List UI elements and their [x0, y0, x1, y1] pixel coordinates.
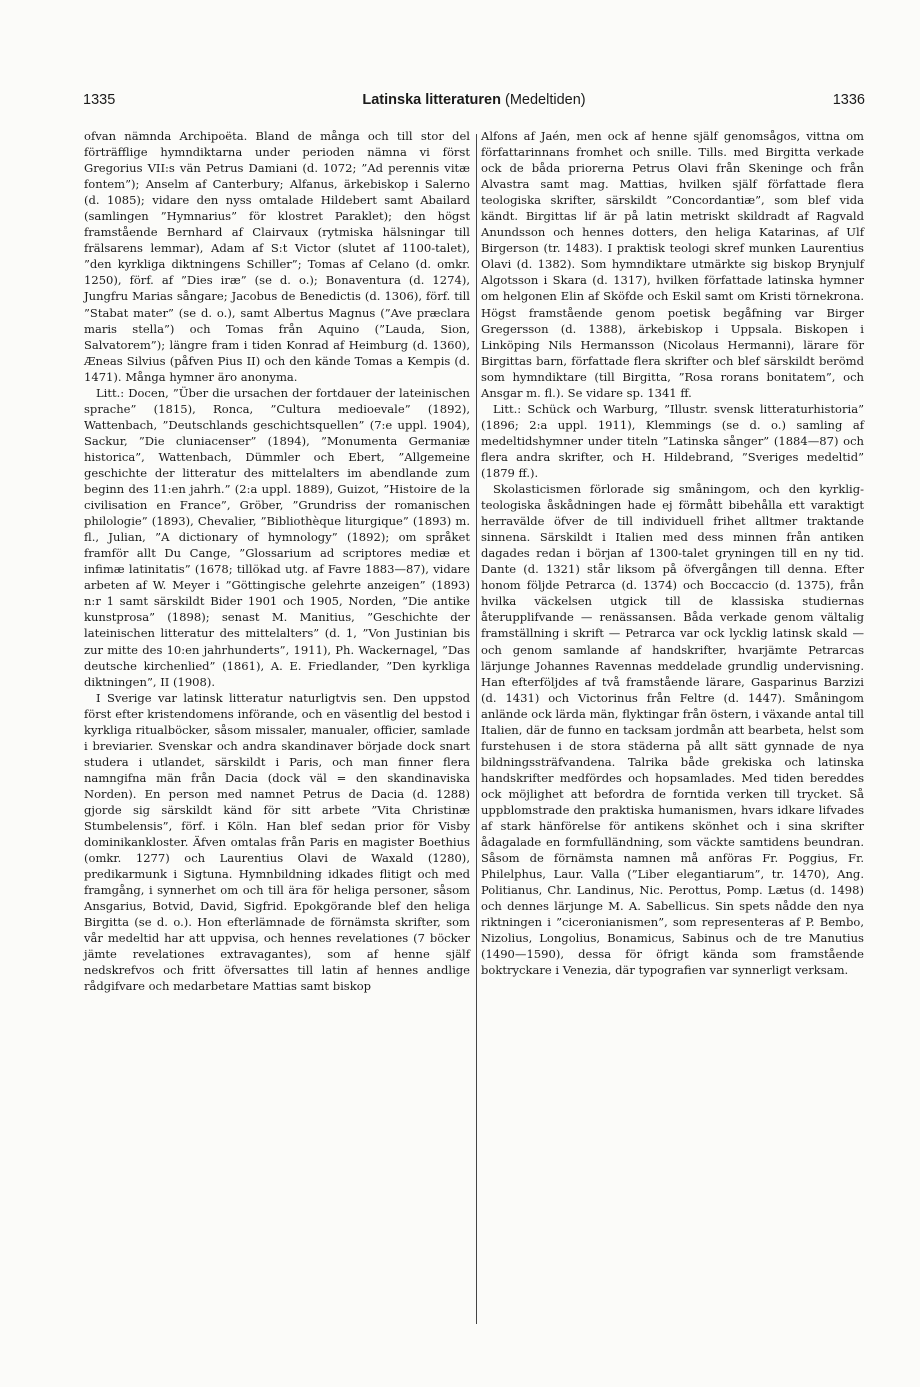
- right-page-number: 1336: [832, 92, 865, 108]
- page-title-main: Latinska litteraturen: [362, 92, 501, 108]
- paragraph-birgitta-circle: Alfons af Jaén, men ock af henne själf genomsågos, vittna om författarinnans fromhet och snille. Tills. med Birgitta verkade ock de båda priorerna Petrus Olavi från Skeninge och från Alvastra samt mag. Mattias, hvilken själf författade flera teologiska skrifter, särskildt ”Concordantiæ”, som blef vida kändt. Birgittas lif är på latin metriskt skildradt af Ragvald Anundsson och hennes dotters, den heliga Katarinas, af Ulf Birgerson (tr. 1483). I praktisk teologi skref munken Laurentius Olavi (d. 1382). Som hymndiktare utmärkte sig biskop Brynjulf Algotsson i Skara (d. 1317), hvilken författade latinska hymner om helgonen Elin af Sköfde och Eskil samt om Kristi törnekrona. Högst framstående genom poetisk begåfning var Birger Gregersson (d. 1388), ärkebiskop i Uppsala. Biskopen i Linköping Nils Hermansson (Nicolaus Hermanni), lärare för Birgittas barn, författade flera skrifter och blef särskildt berömd som hymndiktare (till Birgitta, ”Rosa rorans bonitatem”, och Ansgar m. fl.). Se vidare sp. 1341 ff.: [481, 129, 864, 400]
- left-text-column: [84, 128, 470, 995]
- right-text-column: [481, 128, 864, 978]
- paragraph-literature-references: Litt.: Docen, ”Über die ursachen der fortdauer der lateinischen sprache” (1815), Ronca, ”Cultura medioevale” (1892), Wattenbach, ”Deutschlands geschichtsquellen” (7:e uppl. 1904), Sackur, ”Die cluniacenser” (1894), ”Monumenta Germaniæ historica”, Wattenbach, Dümmler och Ebert, ”Allgemeine geschichte der litteratur des mittelalters im abendlande zum beginn des 11:en jahrh.” (2:a uppl. 1889), Guizot, ”Histoire de la civilisation en France”, Gröber, ”Grundriss der romanischen philologie” (1893), Chevalier, ”Bibliothèque liturgique” (1893) m. fl., Julian, ”A dictionary of hymnology” (1892); om språket framför allt Du Cange, ”Glossarium ad scriptores mediæ et infimæ latinitatis” (1678; tillökad utg. af Favre 1883—87), vidare arbeten af W. Meyer i ”Göttingische gelehrte anzeigen” (1893) n:r 1 samt särskildt Bider 1901 och 1905, Norden, ”Die antike kunstprosa” (1898); senast M. Manitius, ”Geschichte der lateinischen litteratur des mittelalters” (d. 1, ”Von Justinian bis zur mitte des 10:en jahrhunderts”, 1911), Ph. Wackernagel, ”Das deutsche kirchenlied” (1861), A. E. Friedlander, ”Den kyrkliga diktningen”, II (1908).: [84, 385, 470, 689]
- column-divider: [476, 134, 477, 1324]
- running-header: [83, 92, 865, 116]
- paragraph-swedish-literature-references: Litt.: Schück och Warburg, ”Illustr. svensk litteraturhistoria” (1896; 2:a uppl. 1911), Klemmings (se d. o.) samling af medeltidshymner under titeln ”Latinska sånger” (1884—87) och flera andra skrifter, och H. Hildebrand, ”Sveriges medeltid” (1879 ff.).: [481, 401, 864, 480]
- page-title-subtitle: (Medeltiden): [505, 92, 586, 108]
- page-title: [362, 92, 585, 108]
- left-page-number: 1335: [83, 92, 116, 108]
- paragraph-renaissance: Skolasticismen förlorade sig småningom, och den kyrklig-teologiska åskådningen hade ej förmått bibehålla ett varaktigt herravälde öfver de till individuell frihet alltmer traktande sinnena. Särskildt i Italien med dess minnen från antiken dagades redan i början af 1300-talet gryningen till en ny tid. Dante (d. 1321) står liksom på öfvergången till denna. Efter honom följde Petrarca (d. 1374) och Boccaccio (d. 1375), från hvilka väckelsen utgick till de klassiska studiernas återupplifvande — renässansen. Båda verkade genom vältalig framställning i skrift — Petrarca var ock lycklig latinsk skald — och genom samlande af handskrifter, hvarjämte Petrarcas lärjunge Johannes Ravennas meddelade grundlig undervisning. Han efterföljdes af två framstående lärare, Gasparinus Barzizi (d. 1431) och Victorinus från Feltre (d. 1447). Småningom anlände ock lärda män, flyktingar från östern, i växande antal till Italien, där de funno en tacksam jordmån att bearbeta, helst som furstehusen i de stora städerna på allt sätt gynnade de nya bildningssträfvandena. Talrika både grekiska och latinska handskrifter medfördes och hopsamlades. Med tiden bereddes ock möjlighet att befordra de forntida verken till trycket. Så uppblomstrade den praktiska humanismen, hvars idkare lifvades af stark hänförelse för antikens skönhet och i sina skrifter ådagalade en formfulländning, som väckte samtidens beundran. Såsom de förnämsta namnen må anföras Fr. Poggius, Fr. Philelphus, Laur. Valla (”Liber elegantiarum”, tr. 1470), Ang. Politianus, Chr. Landinus, Nic. Perottus, Pomp. Lætus (d. 1498) och dennes lärjunge M. A. Sabellicus. Sin spets nådde den nya riktningen i ”ciceronianismen”, som representeras af P. Bembo, Nizolius, Longolius, Bonamicus, Sabinus och de tre Manutius (1490—1590), dessa för öfrigt kända som framstående boktryckare i Venezia, där typografien var synnerligt verksam.: [481, 482, 864, 978]
- paragraph-sweden: I Sverige var latinsk litteratur naturligtvis sen. Den uppstod först efter kristendomens införande, och en väsentlig del bestod i kyrkliga ritualböcker, såsom missaler, manualer, officier, samlade i breviarier. Svenskar och andra skandinaver började dock snart studera i utlandet, särskildt i Paris, och man finner flera namngifna män från Dacia (dock väl = den skandinaviska Norden). En person med namnet Petrus de Dacia (d. 1288) gjorde sig särskildt känd för sitt arbete ”Vita Christinæ Stumbelensis”, förf. i Köln. Han blef sedan prior för Visby dominikankloster. Äfven omtalas från Paris en magister Boethius (omkr. 1277) och Laurentius Olavi de Waxald (1280), predikarmunk i Sigtuna. Hymnbildning idkades flitigt och med framgång, i synnerhet om och till ära för heliga personer, såsom Ansgarius, Botvid, David, Sigfrid. Epokgörande blef den heliga Birgitta (se d. o.). Hon efterlämnade de förnämsta skrifter, som vår medeltid har att uppvisa, och hennes revelationes (7 böcker jämte revelationes extravagantes), som af henne själf nedskrefvos och fritt öfversattes till latin af hennes andlige rådgifvare och medarbetare Mattias samt biskop: [84, 690, 470, 994]
- paragraph-hymn-writers: ofvan nämnda Archipoëta. Bland de många och till stor del förträfflige hymndiktarna under perioden nämna vi först Gregorius VII:s vän Petrus Damiani (d. 1072; ”Ad perennis vitæ fontem”); Anselm af Canterbury; Alfanus, ärkebiskop i Salerno (d. 1085); vidare den nyss omtalade Hildebert samt Abailard (samlingen ”Hymnarius” för klostret Paraklet); den högst framstående Bernhard af Clairvaux (rytmiska hälsningar till frälsarens lemmar), Adam af S:t Victor (slutet af 1100-talet), ”den kyrkliga diktningens Schiller”; Tomas af Celano (d. omkr. 1250), förf. af ”Dies iræ” (se d. o.); Bonaventura (d. 1274), Jungfru Marias sångare; Jacobus de Benedictis (d. 1306), förf. till ”Stabat mater” (se d. o.), samt Albertus Magnus (”Ave præclara maris stella”) och Tomas från Aquino (”Lauda, Sion, Salvatorem”); längre fram i tiden Konrad af Heimburg (d. 1360), Æneas Silvius (påfven Pius II) och den kände Tomas a Kempis (d. 1471). Många hymner äro anonyma.: [84, 129, 470, 384]
